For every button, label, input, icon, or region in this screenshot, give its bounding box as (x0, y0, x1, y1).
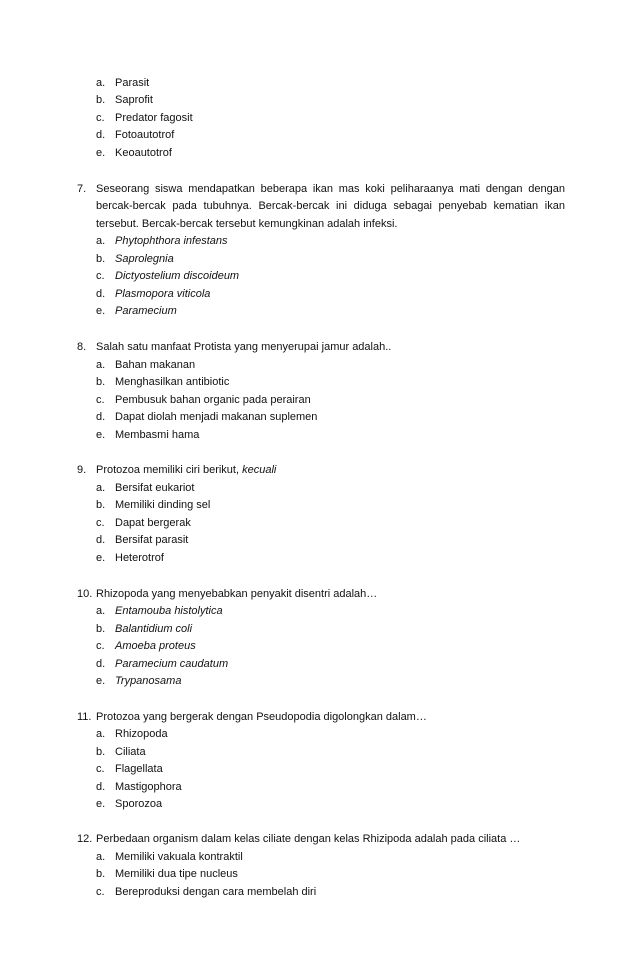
option-letter: e. (96, 552, 106, 564)
option-letter: a. (96, 77, 106, 89)
question-number: 8. (77, 341, 87, 353)
option-text: Trypanosama (115, 675, 182, 687)
option-text: Entamouba histolytica (115, 605, 223, 617)
option-letter: c. (96, 886, 105, 898)
question-text: bercak-bercak pada tubuhnya. Bercak-bercak ini diduga sebagai penyebab kematian ikan (96, 200, 565, 212)
option-text: Rhizopoda (115, 728, 168, 740)
option-text: Paramecium (115, 305, 177, 317)
option-text: Menghasilkan antibiotic (115, 376, 230, 388)
option-text: Memiliki dua tipe nucleus (115, 868, 238, 880)
option-text: Phytophthora infestans (115, 235, 228, 247)
option-text: Membasmi hama (115, 429, 200, 441)
option-letter: a. (96, 851, 106, 863)
question-text: Seseorang siswa mendapatkan beberapa ikan mas koki peliharaanya mati dengan dengan (96, 183, 565, 195)
option-letter: d. (96, 658, 106, 670)
question-text (96, 463, 276, 477)
option-letter: a. (96, 235, 106, 247)
option-text: Amoeba proteus (115, 640, 196, 652)
option-text: Fotoautotrof (115, 129, 175, 141)
question-number: 12. (77, 833, 93, 845)
question-text: tersebut. Bercak-bercak tersebut kemungkinan adalah infeksi. (96, 218, 398, 230)
option-text: Pembusuk bahan organic pada perairan (115, 394, 311, 406)
option-text: Plasmopora viticola (115, 288, 211, 300)
option-letter: a. (96, 728, 106, 740)
option-text: Flagellata (115, 763, 163, 775)
option-text: Dapat diolah menjadi makanan suplemen (115, 411, 318, 423)
option-letter: c. (96, 517, 105, 529)
option-letter: c. (96, 640, 105, 652)
option-letter: a. (96, 482, 106, 494)
option-letter: c. (96, 394, 105, 406)
question-text: Rhizopoda yang menyebabkan penyakit disentri adalah… (96, 588, 378, 600)
question-7-line-1 (0, 182, 638, 196)
option-text: Predator fagosit (115, 112, 193, 124)
option-text: Dapat bergerak (115, 517, 191, 529)
option-letter: e. (96, 147, 106, 159)
option-letter: b. (96, 868, 106, 880)
option-letter: d. (96, 781, 106, 793)
option-text: Mastigophora (115, 781, 182, 793)
option-letter: c. (96, 270, 105, 282)
option-text: Bersifat parasit (115, 534, 189, 546)
option-letter: b. (96, 499, 106, 511)
option-text: Memiliki vakuala kontraktil (115, 851, 243, 863)
option-text: Bersifat eukariot (115, 482, 195, 494)
option-text: Paramecium caudatum (115, 658, 229, 670)
question-text: Salah satu manfaat Protista yang menyerupai jamur adalah.. (96, 341, 392, 353)
option-letter: e. (96, 305, 106, 317)
option-text: Balantidium coli (115, 623, 193, 635)
option-text: Heterotrof (115, 552, 164, 564)
question-number: 10. (77, 588, 93, 600)
option-letter: d. (96, 129, 106, 141)
option-text: Saprolegnia (115, 253, 174, 265)
question-text: Perbedaan organism dalam kelas ciliate dengan kelas Rhizipoda adalah pada ciliata … (96, 833, 521, 845)
option-letter: c. (96, 763, 105, 775)
option-text: Parasit (115, 77, 150, 89)
option-letter: c. (96, 112, 105, 124)
option-text: Memiliki dinding sel (115, 499, 211, 511)
option-text: Dictyostelium discoideum (115, 270, 240, 282)
option-letter: a. (96, 605, 106, 617)
option-letter: e. (96, 798, 106, 810)
question-text: Protozoa yang bergerak dengan Pseudopodia digolongkan dalam… (96, 711, 427, 723)
option-text: Keoautotrof (115, 147, 172, 159)
option-text: Bahan makanan (115, 359, 196, 371)
question-number: 11. (77, 711, 92, 723)
option-letter: d. (96, 534, 106, 546)
option-letter: d. (96, 288, 106, 300)
option-text: Bereproduksi dengan cara membelah diri (115, 886, 317, 898)
option-text: Saprofit (115, 94, 153, 106)
question-number: 9. (77, 464, 87, 476)
question-number: 7. (77, 183, 87, 195)
question-text-main: Protozoa memiliki ciri berikut, (96, 464, 243, 476)
option-letter: a. (96, 359, 106, 371)
option-text: Sporozoa (115, 798, 163, 810)
option-letter: e. (96, 675, 106, 687)
option-letter: b. (96, 746, 106, 758)
question-emphasis: kecuali (242, 464, 277, 476)
option-letter: b. (96, 253, 106, 265)
question-7-line-2 (0, 199, 638, 213)
option-letter: e. (96, 429, 106, 441)
option-letter: b. (96, 94, 106, 106)
option-letter: d. (96, 411, 106, 423)
option-letter: b. (96, 376, 106, 388)
option-text: Ciliata (115, 746, 146, 758)
option-letter: b. (96, 623, 106, 635)
